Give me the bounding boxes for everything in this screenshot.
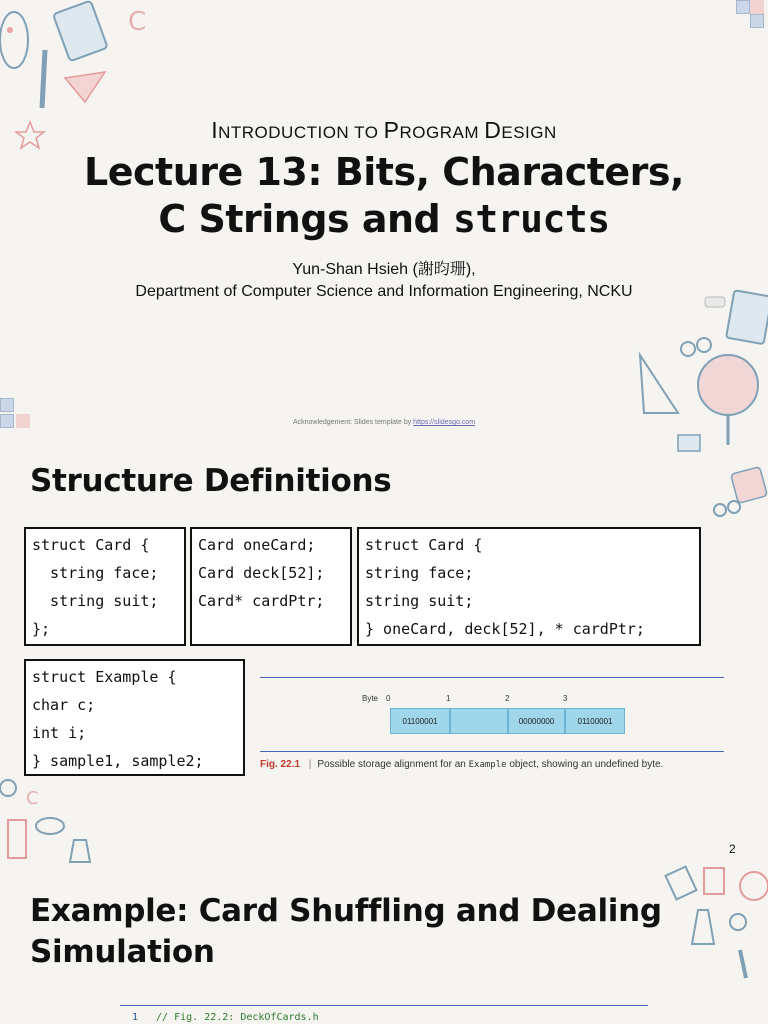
star-icon xyxy=(16,122,44,148)
code-box-card-declarations: Card oneCard; Card deck[52]; Card* cardPtr; xyxy=(190,527,352,646)
code-box-struct-example: struct Example { char c; int i; } sample1, sample2; xyxy=(24,659,245,776)
lecture-title-line1: Lecture 13: Bits, Characters, xyxy=(84,150,684,194)
code-line-number: 1 xyxy=(132,1012,139,1023)
byte-cell-undefined xyxy=(450,708,508,734)
course-text: ESIGN xyxy=(501,123,557,142)
doodle-cluster-bottom-left xyxy=(0,770,100,870)
glasses-icon xyxy=(714,504,726,516)
course-letter: P xyxy=(383,117,400,143)
glasses-icon xyxy=(728,501,740,513)
author: Yun-Shan Hsieh (謝昀珊), xyxy=(292,261,476,278)
cloud-icon xyxy=(36,818,64,834)
course-text: NTRODUCTION TO xyxy=(218,123,384,142)
figure-text: object, showing an undefined byte. xyxy=(506,759,664,770)
globe-icon xyxy=(698,355,758,415)
code-line-text: // Fig. 22.2: DeckOfCards.h xyxy=(156,1012,319,1023)
pencil-cup-icon xyxy=(8,820,26,858)
figure-label: Fig. 22.1 xyxy=(260,759,301,770)
glasses-icon xyxy=(697,338,711,352)
deco-square xyxy=(736,0,750,14)
lecture-title-line2 xyxy=(0,197,768,241)
code-top-rule xyxy=(120,1005,648,1006)
palette-icon xyxy=(740,872,768,900)
flask-icon xyxy=(692,910,714,944)
deco-square xyxy=(750,14,764,28)
book-icon xyxy=(731,467,768,504)
pencil-icon xyxy=(42,50,45,108)
letter-c-icon: C xyxy=(128,7,147,37)
ack-link[interactable]: https://slidesgo.com xyxy=(413,419,476,426)
lecture-title-text: C Strings and xyxy=(158,197,453,241)
figure-separator: | xyxy=(308,759,312,770)
byte-index: 3 xyxy=(563,694,568,703)
figure-top-rule xyxy=(260,677,724,678)
paper-plane-icon xyxy=(65,72,105,102)
code-box-struct-card: struct Card { string face; string suit; }; xyxy=(24,527,186,646)
lecture-title-keyword: structs xyxy=(453,197,610,241)
code-box-struct-card-inline: struct Card { string face; string suit; } oneCard, deck[52], * cardPtr; xyxy=(357,527,701,646)
eraser-icon xyxy=(705,297,725,307)
byte-cell: 00000000 xyxy=(508,708,565,734)
figure-text-code: Example xyxy=(468,760,507,770)
letter-c-icon: C xyxy=(26,788,39,809)
doodle-cluster-top-left xyxy=(0,0,150,150)
doodle-cluster-right xyxy=(630,285,768,535)
deco-square xyxy=(0,414,14,428)
notebook-icon xyxy=(726,290,768,344)
byte-index: 2 xyxy=(505,694,510,703)
beaker-icon xyxy=(730,914,746,930)
course-letter: I xyxy=(211,117,219,143)
slide-heading-line2: Simulation xyxy=(30,934,215,970)
slide-heading: Structure Definitions xyxy=(30,463,392,499)
figure-caption xyxy=(260,759,663,770)
byte-cell: 01100001 xyxy=(565,708,625,734)
course-text: ROGRAM xyxy=(399,123,485,142)
course-letter: D xyxy=(484,117,502,143)
palette-dot xyxy=(7,27,13,33)
byte-cell: 01100001 xyxy=(390,708,450,734)
calculator-icon xyxy=(678,435,700,451)
slide-heading-line1: Example: Card Shuffling and Dealing xyxy=(30,893,662,929)
deco-square xyxy=(16,414,30,428)
code-line xyxy=(132,1012,319,1023)
book-icon xyxy=(704,868,724,894)
byte-index: 1 xyxy=(446,694,451,703)
flask-icon xyxy=(70,840,90,862)
book-icon xyxy=(53,1,108,62)
deco-square xyxy=(0,398,14,412)
figure-text: Possible storage alignment for an xyxy=(317,759,469,770)
department: Department of Computer Science and Information Engineering, NCKU xyxy=(135,283,633,300)
deco-square xyxy=(750,0,764,14)
page-number: 2 xyxy=(729,842,736,856)
abacus-icon xyxy=(666,867,697,900)
palette-icon xyxy=(0,12,28,68)
figure-bottom-rule xyxy=(260,751,724,752)
byte-label: Byte xyxy=(362,694,379,703)
ack-text: Acknowledgement: Slides template by xyxy=(292,419,414,426)
byte-index: 0 xyxy=(386,694,391,703)
doodle-cluster-bottom-right xyxy=(660,860,768,990)
pencil-icon xyxy=(740,950,746,978)
glasses-icon xyxy=(681,342,695,356)
apple-icon xyxy=(0,780,16,796)
triangle-ruler-icon xyxy=(640,355,678,413)
